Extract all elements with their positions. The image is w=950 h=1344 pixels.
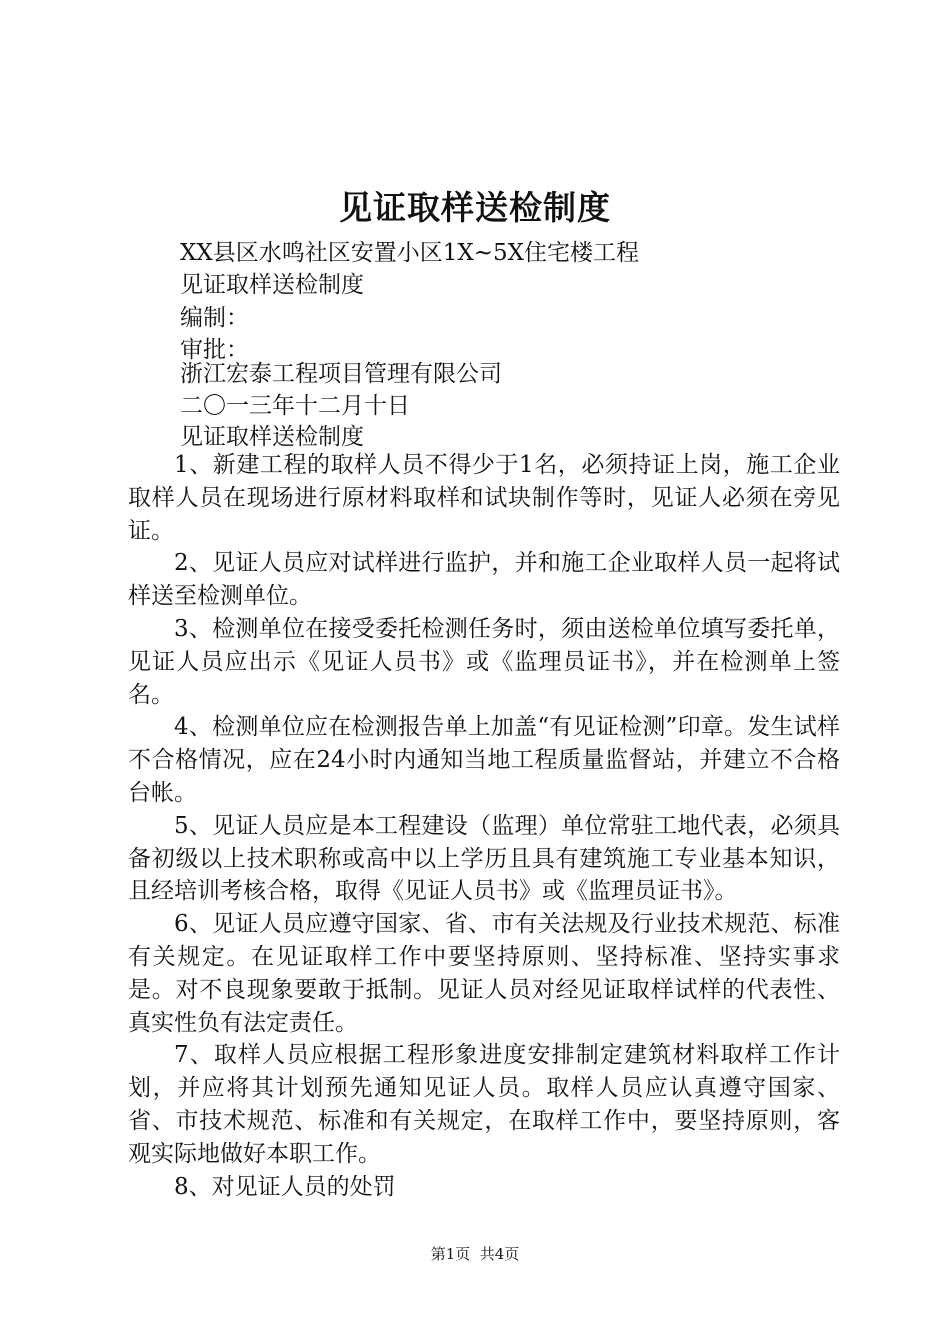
paragraph-1: 1、新建工程的取样人员不得少于1名，必须持证上岗，施工企业取样人员在现场进行原材料取样和试块制作等时，见证人必须在旁见证。 — [128, 452, 840, 544]
paragraph-5: 5、见证人员应是本工程建设（监理）单位常驻工地代表，必须具备初级以上技术职称或高中以上学历且具有建筑施工专业基本知识，且经培训考核合格，取得《见证人员书》或《监理员证书》。 — [128, 812, 840, 905]
paragraph-6: 6、见证人员应遵守国家、省、市有关法规及行业技术规范、标准有关规定。在见证取样工作中要坚持原则、坚持标准、坚持实事求是。对不良现象要敢于抵制。见证人员对经见证取样试样的代表性、真实性负有法定责任。 — [128, 911, 840, 1036]
document-body — [128, 449, 840, 1203]
document-title: 见证取样送检制度 — [339, 188, 611, 227]
paragraph-3: 3、检测单位在接受委托检测任务时，须由送检单位填写委托单，见证人员应出示《见证人员书》或《监理员证书》，并在检测单上签名。 — [128, 615, 840, 708]
page-number-footer: 第1页 共4页 — [430, 1245, 520, 1263]
paragraph-8: 8、对见证人员的处罚 — [174, 1173, 396, 1200]
company-name-line: 浙江宏泰工程项目管理有限公司 — [180, 361, 502, 387]
paragraph-2: 2、见证人员应对试样进行监护，并和施工企业取样人员一起将试样送至检测单位。 — [128, 550, 840, 610]
paragraph-7: 7、取样人员应根据工程形象进度安排制定建筑材料取样工作计划，并应将其计划预先通知见证人员。取样人员应认真遵守国家、省、市技术规范、标准和有关规定，在取样工作中，要坚持原则，客观实际地做好本职工作。 — [128, 1042, 840, 1167]
approved-by-line: 审批： — [180, 337, 249, 363]
date-line: 二〇一三年十二月十日 — [180, 393, 410, 419]
document-subtitle-line: 见证取样送检制度 — [180, 272, 364, 298]
section-title-line: 见证取样送检制度 — [180, 424, 364, 450]
project-name-line: XX县区水鸣社区安置小区1X~5X住宅楼工程 — [180, 240, 640, 266]
paragraph-4: 4、检测单位应在检测报告单上加盖“有见证检测”印章。发生试样不合格情况，应在24小时内通知当地工程质量监督站，并建立不合格台帐。 — [128, 714, 840, 806]
compiled-by-line: 编制： — [180, 305, 249, 331]
